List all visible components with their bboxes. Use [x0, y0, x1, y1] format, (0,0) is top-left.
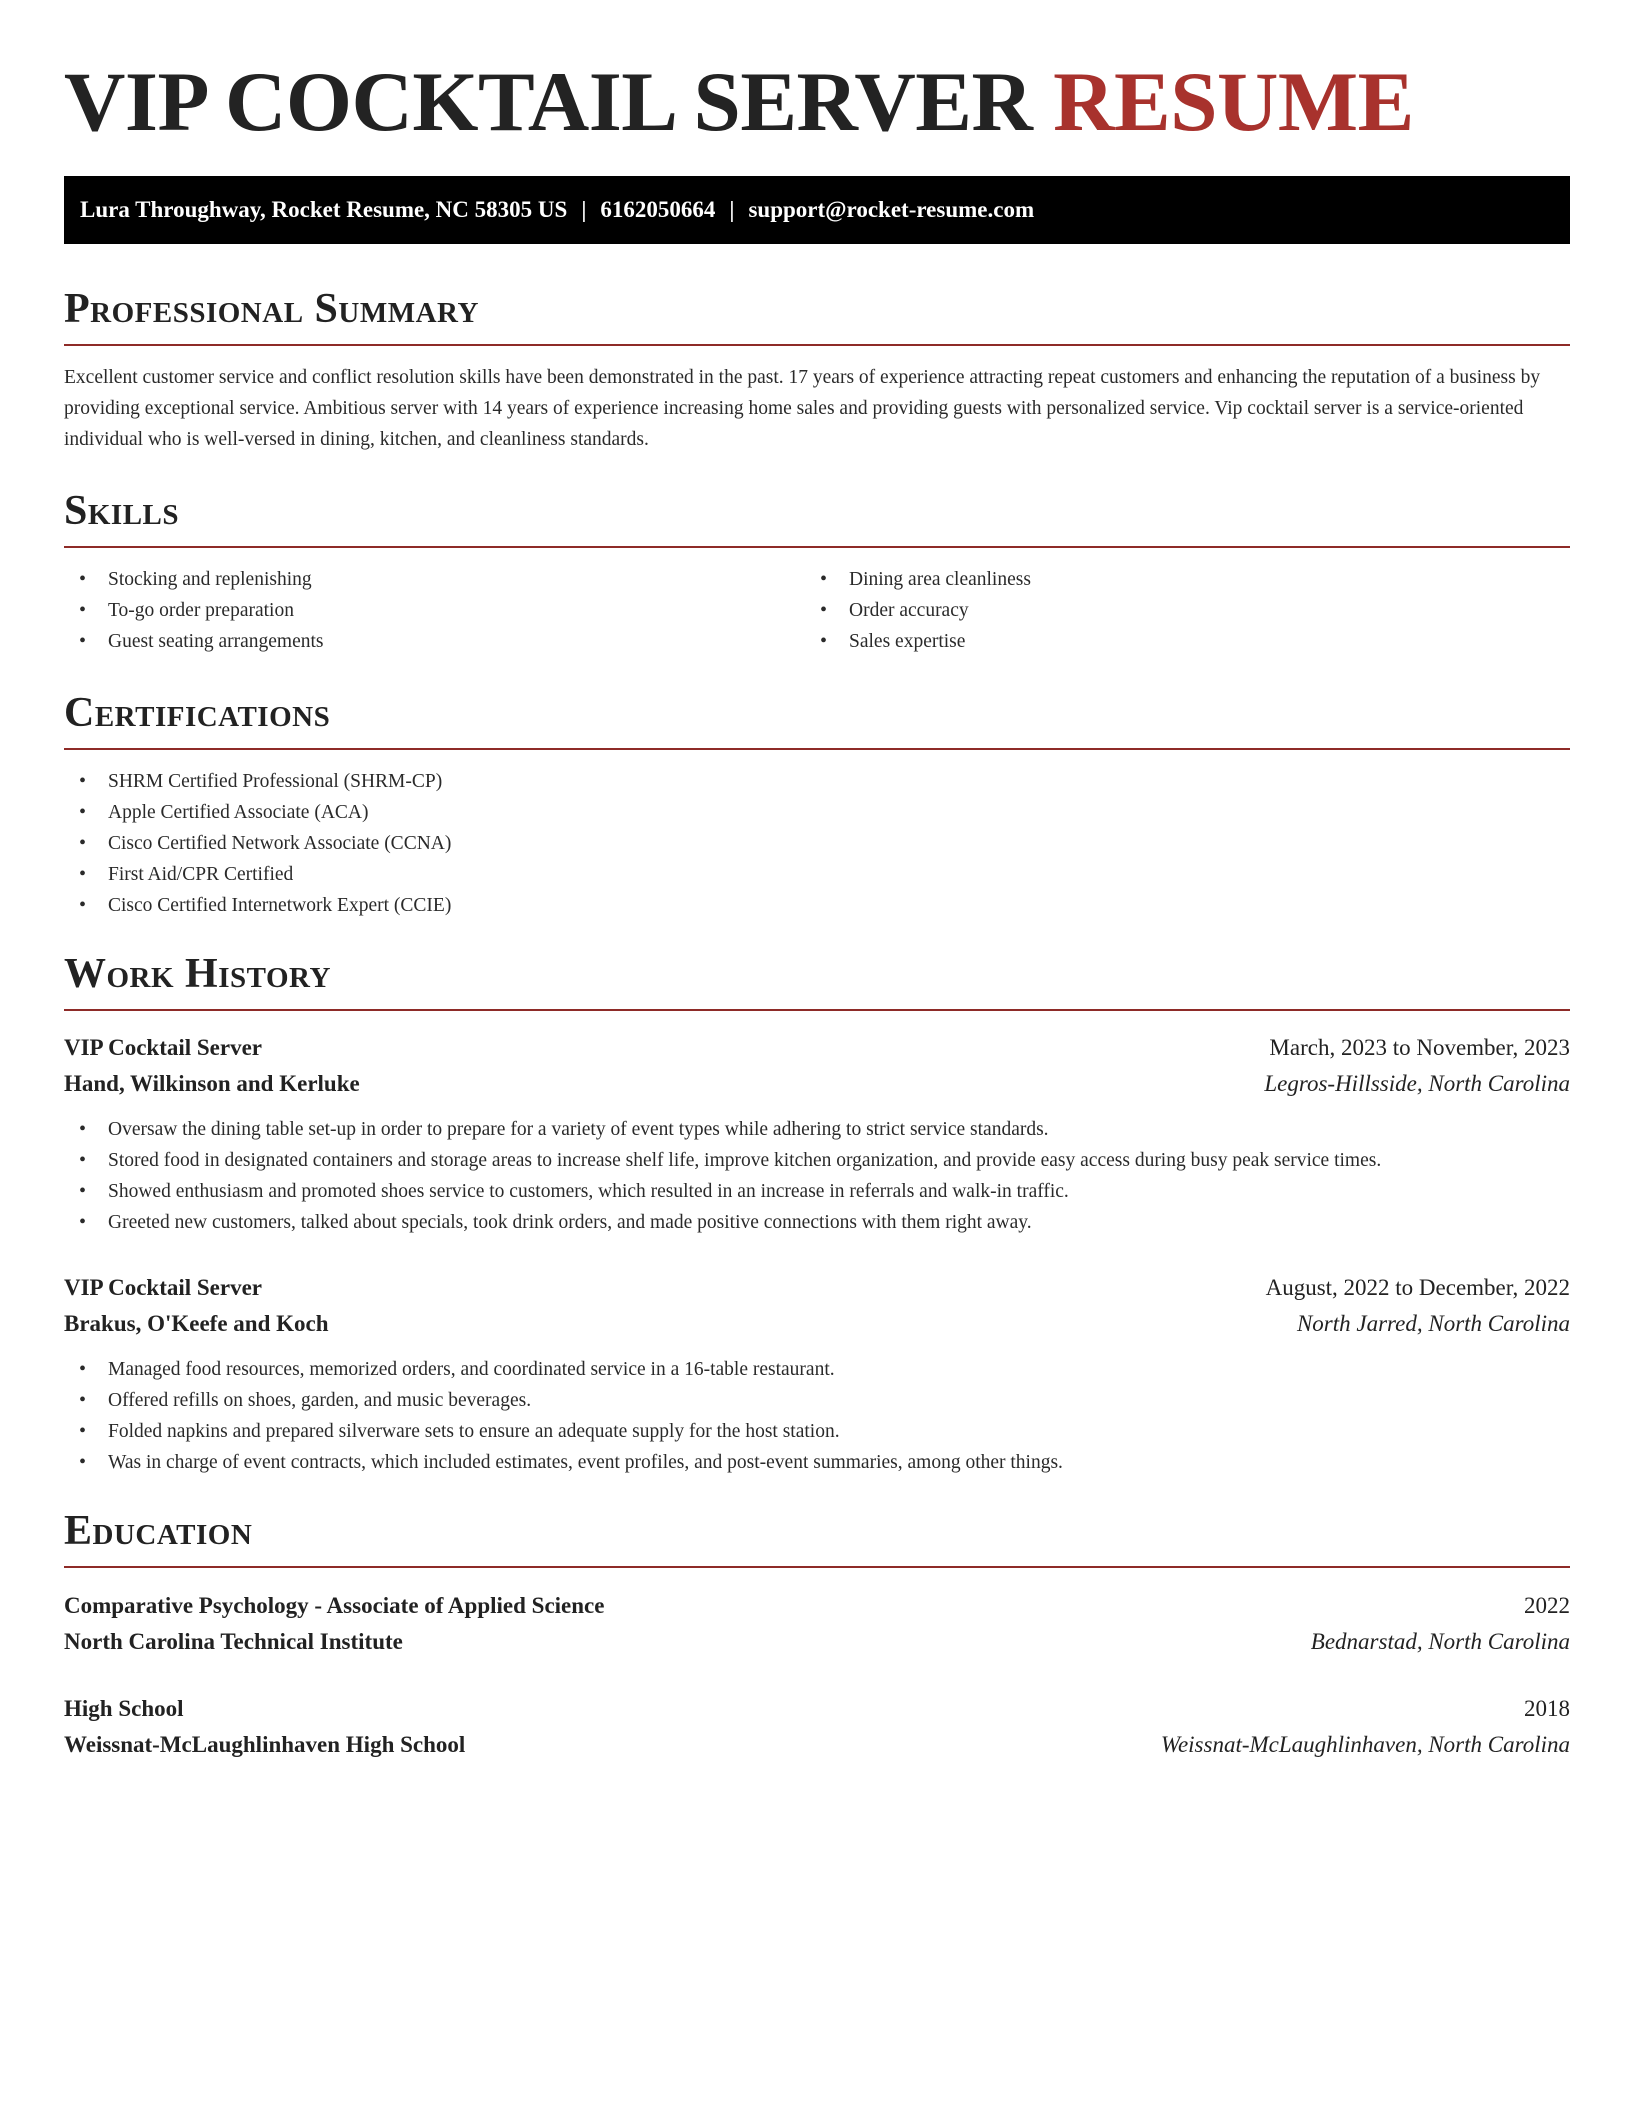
education-degree-row [64, 1588, 1570, 1624]
summary-section [64, 284, 1570, 455]
skills-list-left [64, 564, 805, 657]
section-divider [64, 1009, 1570, 1011]
skill-item: • To-go order preparation [64, 595, 805, 626]
education-year: 2018 [1524, 1696, 1570, 1721]
job-bullet: • Greeted new customers, talked about specials, took drink orders, and made positive connections with them right away. [64, 1207, 1570, 1238]
education-degree: High School [64, 1696, 184, 1721]
contact-address: Lura Throughway, Rocket Resume, NC 58305 US [80, 197, 568, 222]
job-title: VIP Cocktail Server [64, 1035, 263, 1060]
job-bullet: • Folded napkins and prepared silverware sets to ensure an adequate supply for the host station. [64, 1416, 1570, 1447]
job-company-row [64, 1066, 1570, 1102]
job-title-row [64, 1270, 1570, 1306]
job-bullet: • Oversaw the dining table set-up in order to prepare for a variety of event types while adhering to strict service standards. [64, 1114, 1570, 1145]
job-bullet: • Managed food resources, memorized orders, and coordinated service in a 16-table restaurant. [64, 1354, 1570, 1385]
education-heading: Education [64, 1508, 253, 1554]
job-company: Brakus, O'Keefe and Koch [64, 1311, 329, 1336]
education-entry [64, 1691, 1570, 1763]
skill-item: • Stocking and replenishing [64, 564, 805, 595]
job-bullets [64, 1354, 1570, 1478]
work-history-heading: Work History [64, 951, 331, 997]
title-accent: RESUME [1053, 55, 1414, 149]
title-main: VIP COCKTAIL SERVER [64, 55, 1033, 149]
contact-bar [64, 176, 1570, 244]
skill-item: • Sales expertise [805, 626, 1546, 657]
job-location: Legros-Hillsside, North Carolina [1264, 1071, 1570, 1096]
job-bullet: • Stored food in designated containers and storage areas to increase shelf life, improve kitchen organization, and provide easy access during busy peak service times. [64, 1145, 1570, 1176]
certification-item: • Cisco Certified Network Associate (CCNA) [64, 828, 1570, 859]
job-company: Hand, Wilkinson and Kerluke [64, 1071, 360, 1096]
skills-grid [64, 564, 1570, 657]
job-company-row [64, 1306, 1570, 1342]
resume-page [64, 0, 1570, 1757]
education-location: Bednarstad, North Carolina [1310, 1629, 1570, 1654]
job-bullet: • Was in charge of event contracts, which included estimates, event profiles, and post-event summaries, among other things. [64, 1447, 1570, 1478]
contact-email[interactable]: support@rocket-resume.com [748, 197, 1035, 222]
job-entry [64, 1030, 1570, 1238]
job-location: North Jarred, North Carolina [1296, 1311, 1570, 1336]
education-entry [64, 1588, 1570, 1660]
section-divider [64, 748, 1570, 750]
skills-heading: Skills [64, 488, 180, 534]
skills-section [64, 486, 1570, 657]
skills-list-right [805, 564, 1546, 657]
education-degree: Comparative Psychology - Associate of Applied Science [64, 1593, 605, 1618]
skill-item: • Order accuracy [805, 595, 1546, 626]
certification-item: • Cisco Certified Internetwork Expert (CCIE) [64, 890, 1570, 921]
education-year: 2022 [1524, 1593, 1570, 1618]
section-divider [64, 1566, 1570, 1568]
summary-heading: Professional Summary [64, 286, 479, 332]
work-history-section [64, 949, 1570, 1011]
job-title: VIP Cocktail Server [64, 1275, 263, 1300]
job-dates: August, 2022 to December, 2022 [1265, 1275, 1570, 1300]
certification-item: • SHRM Certified Professional (SHRM-CP) [64, 766, 1570, 797]
education-school-row [64, 1624, 1570, 1660]
job-bullets [64, 1114, 1570, 1238]
education-section [64, 1506, 1570, 1568]
skill-item: • Guest seating arrangements [64, 626, 805, 657]
certifications-heading: Certifications [64, 690, 331, 736]
education-location: Weissnat-McLaughlinhaven, North Carolina [1160, 1732, 1570, 1757]
certifications-list [64, 766, 1570, 921]
job-dates: March, 2023 to November, 2023 [1269, 1035, 1570, 1060]
education-school-row [64, 1727, 1570, 1763]
certification-item: • First Aid/CPR Certified [64, 859, 1570, 890]
section-divider [64, 546, 1570, 548]
job-title-row [64, 1030, 1570, 1066]
education-degree-row [64, 1691, 1570, 1727]
contact-phone[interactable]: 6162050664 [600, 197, 716, 222]
skill-item: • Dining area cleanliness [805, 564, 1546, 595]
contact-separator: | [581, 197, 587, 222]
certification-item: • Apple Certified Associate (ACA) [64, 797, 1570, 828]
certifications-section [64, 688, 1570, 921]
contact-separator: | [729, 197, 735, 222]
job-entry [64, 1270, 1570, 1478]
resume-title [64, 0, 1570, 147]
section-divider [64, 344, 1570, 346]
education-school: North Carolina Technical Institute [64, 1629, 403, 1654]
job-bullet: • Offered refills on shoes, garden, and music beverages. [64, 1385, 1570, 1416]
summary-text: Excellent customer service and conflict resolution skills have been demonstrated in the past. 17 years of experience attracting repeat customers and enhancing the reputation of a business by providing exceptional service. Ambitious server with 14 years of experience increasing home sales and providing guests with personalized service. Vip cocktail server is a service-oriented individual who is well-versed in dining, kitchen, and cleanliness standards. [64, 367, 1541, 450]
job-bullet: • Showed enthusiasm and promoted shoes service to customers, which resulted in an increase in referrals and walk-in traffic. [64, 1176, 1570, 1207]
education-school: Weissnat-McLaughlinhaven High School [64, 1732, 466, 1757]
